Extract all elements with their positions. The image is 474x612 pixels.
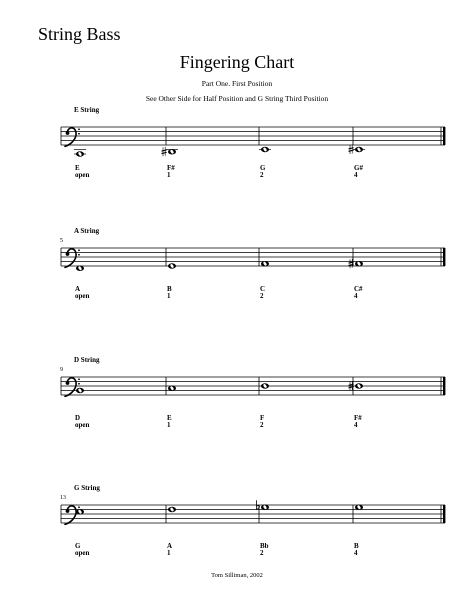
finger-label: 4 <box>354 549 358 557</box>
note-name-label: F <box>260 414 265 422</box>
instrument-title: String Bass <box>38 24 121 44</box>
note-name-label: A <box>167 542 173 550</box>
final-bar-thick <box>443 248 445 266</box>
sharp-icon <box>162 150 167 154</box>
bass-clef-icon <box>66 131 70 135</box>
part-subtitle: Part One. First Position <box>201 79 273 88</box>
note-name-label: C# <box>354 285 363 293</box>
sharp-icon <box>163 147 165 157</box>
finger-label: 2 <box>260 549 264 557</box>
finger-label: open <box>75 421 90 429</box>
bass-clef-icon <box>65 378 76 397</box>
bass-clef-icon <box>65 506 76 525</box>
finger-label: open <box>75 171 90 179</box>
finger-label: 4 <box>354 292 358 300</box>
finger-label: 1 <box>167 549 171 557</box>
string-label: D String <box>74 356 100 364</box>
bass-clef-icon <box>78 128 80 130</box>
bass-clef-icon <box>78 254 80 256</box>
final-bar-thick <box>443 127 445 145</box>
bass-clef-icon <box>78 378 80 380</box>
note-name-label: F# <box>354 414 362 422</box>
finger-label: open <box>75 292 90 300</box>
note-name-label: E <box>75 164 80 172</box>
final-bar-thick <box>443 505 445 523</box>
bass-clef-icon <box>78 133 80 135</box>
bass-clef-icon <box>66 381 70 385</box>
bass-clef-icon <box>78 249 80 251</box>
finger-label: 1 <box>167 171 171 179</box>
note-name-label: F# <box>167 164 175 172</box>
note-name-label: Bb <box>260 542 269 550</box>
note-name-label: G <box>75 542 81 550</box>
string-label: A String <box>74 227 100 235</box>
footer-credit: Tom Silliman, 2002 <box>211 572 263 579</box>
chart-title: Fingering Chart <box>179 52 295 72</box>
note-name-label: E <box>167 414 172 422</box>
note-name-label: A <box>75 285 81 293</box>
finger-label: 2 <box>260 421 264 429</box>
string-label: E String <box>74 106 100 114</box>
finger-label: 2 <box>260 171 264 179</box>
bass-clef-icon <box>66 509 70 513</box>
note-name-label: B <box>354 542 359 550</box>
note-name-label: B <box>167 285 172 293</box>
finger-label: 4 <box>354 421 358 429</box>
bass-clef-icon <box>66 252 70 256</box>
finger-label: 2 <box>260 292 264 300</box>
bass-clef-icon <box>78 506 80 508</box>
string-label: G String <box>74 484 100 492</box>
sharp-icon <box>350 145 352 155</box>
sharp-icon <box>349 148 354 152</box>
measure-number: 13 <box>60 495 66 501</box>
measure-number: 9 <box>60 367 63 373</box>
bass-clef-icon <box>65 128 76 147</box>
note-name-label: C <box>260 285 266 293</box>
finger-label: 1 <box>167 421 171 429</box>
bass-clef-icon <box>65 249 76 268</box>
measure-number: 5 <box>60 238 63 244</box>
final-bar-thick <box>443 377 445 395</box>
finger-label: open <box>75 549 90 557</box>
note-name-label: G# <box>354 164 363 172</box>
finger-label: 1 <box>167 292 171 300</box>
note-name-label: G <box>260 164 266 172</box>
bass-clef-icon <box>78 383 80 385</box>
note-name-label: D <box>75 414 81 422</box>
finger-label: 4 <box>354 171 358 179</box>
see-other-side-note: See Other Side for Half Position and G String Third Position <box>145 94 329 103</box>
sharp-icon <box>350 259 352 269</box>
